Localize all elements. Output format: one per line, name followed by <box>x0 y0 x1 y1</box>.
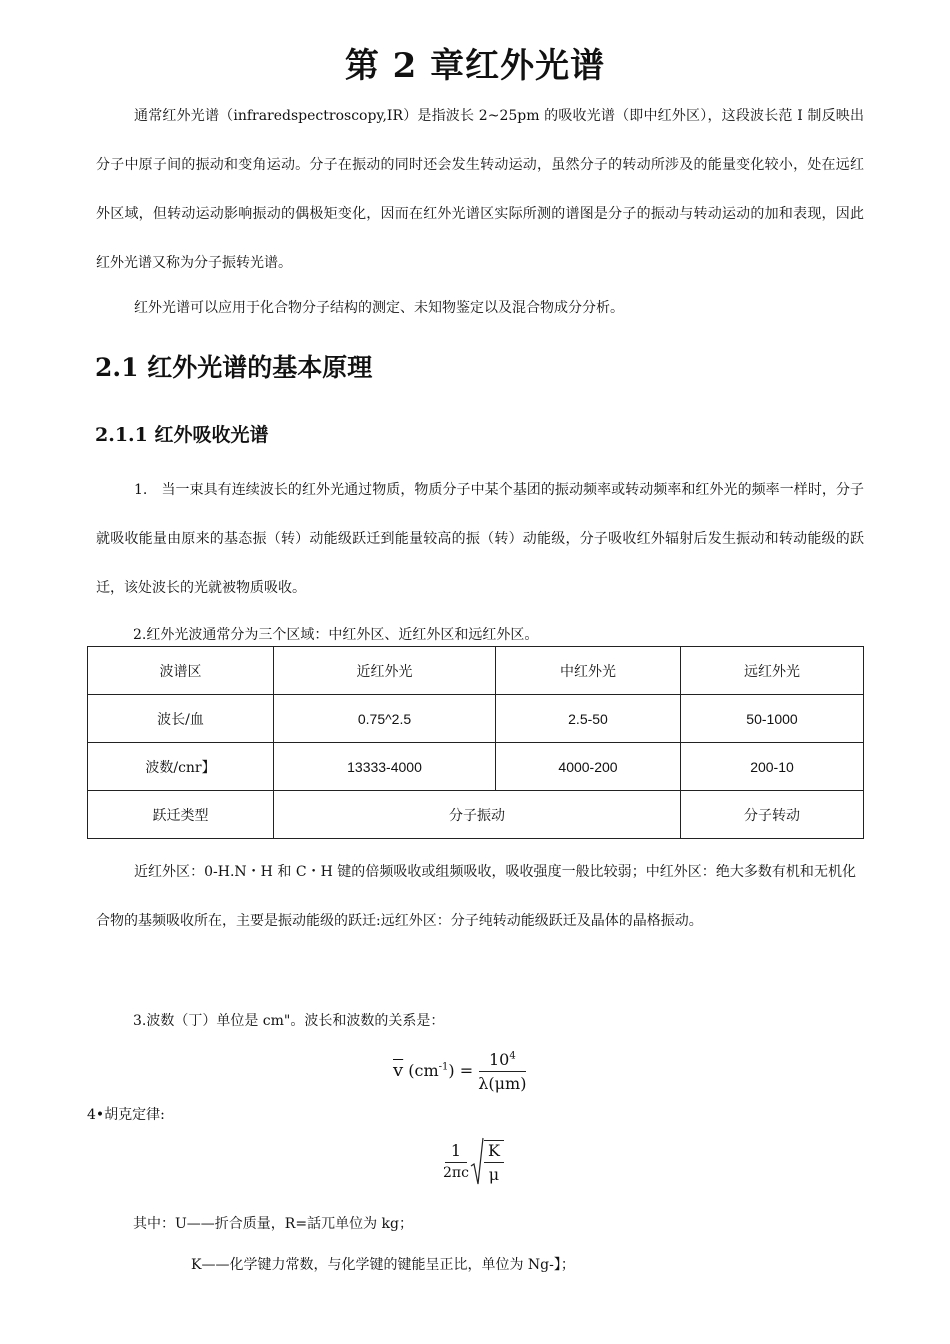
wavenumber-formula <box>393 1050 526 1093</box>
radical-fraction <box>484 1140 504 1184</box>
formula-equals: = <box>459 1061 474 1080</box>
table-cell: 0.75^2.5 <box>274 695 496 743</box>
formula-unit-close: ) <box>448 1061 455 1080</box>
table-row <box>88 647 864 695</box>
table-cell: 200-10 <box>681 743 864 791</box>
table-cell: 4000-200 <box>496 743 681 791</box>
hooke-numerator: 1 <box>445 1141 467 1163</box>
table-cell: 13333-4000 <box>274 743 496 791</box>
table-cell: 远红外光 <box>681 647 864 695</box>
formula-symbol: $\overline{v}$ <box>393 1060 404 1081</box>
formula-unit: (cm <box>408 1061 439 1080</box>
table-cell: 50-1000 <box>681 695 864 743</box>
spectral-regions-table <box>87 646 864 839</box>
numerator-base: 10 <box>488 1050 510 1069</box>
table-cell: 波谱区 <box>88 647 274 695</box>
intro-paragraph-1: 通常红外光谱（infraredspectroscopy,IR）是指波长 2~25pm 的吸收光谱（即中红外区），这段波长范 I 制反映出分子中原子间的振动和变角运动。分子在振动的同时还会发生转动运动，虽然分子的转动所涉及的能量变化较小，处在远红外区域，但转动运动影响振动的偶极矩变化，因而在红外光谱区实际所测的谱图是分子的振动与转动运动的加和表现，因此红外光谱又称为分子振转光谱。 <box>96 108 864 271</box>
radical-numerator: K <box>484 1141 504 1163</box>
formula-fraction <box>478 1050 526 1093</box>
hooke-formula <box>443 1136 504 1186</box>
radical-sign-icon <box>470 1136 484 1186</box>
chapter-title: 第 2 章红外光谱 <box>344 46 606 86</box>
table-cell: 中红外光 <box>496 647 681 695</box>
formula-numerator <box>479 1050 526 1072</box>
where-line-2: K——化学键力常数，与化学键的键能呈正比，单位为 Ng-】； <box>191 1257 575 1273</box>
table-row <box>88 743 864 791</box>
formula-denominator: λ(μm) <box>478 1074 527 1093</box>
numerator-exp: 4 <box>509 1050 516 1062</box>
where-line-1: 其中：U——折合质量，R=話兀单位为 kg； <box>133 1216 413 1232</box>
intro-paragraph-2: 红外光谱可以应用于化合物分子结构的测定、未知物鉴定以及混合物成分分析。 <box>134 300 624 316</box>
radical-denominator: μ <box>488 1165 500 1184</box>
section-heading-2-1-1: 2.1.1 红外吸收光谱 <box>95 424 269 446</box>
table-cell: 近红外光 <box>274 647 496 695</box>
table-cell: 分子转动 <box>681 791 864 839</box>
item-2-text: 2.红外光波通常分为三个区域：中红外区、近红外区和远红外区。 <box>133 627 539 643</box>
table-cell: 波数/cnr】 <box>88 743 274 791</box>
item-4-text: 4•胡克定律: <box>87 1107 165 1123</box>
table-row <box>88 791 864 839</box>
table-cell: 分子振动 <box>274 791 681 839</box>
table-cell: 跃迁类型 <box>88 791 274 839</box>
table-cell: 2.5-50 <box>496 695 681 743</box>
hooke-fraction <box>443 1141 469 1181</box>
formula-unit-exp: -1 <box>438 1061 449 1073</box>
table-cell: 波长/血 <box>88 695 274 743</box>
table-row <box>88 695 864 743</box>
item-3-text: 3.波数（丁）单位是 cm"。波长和波数的关系是： <box>133 1013 445 1029</box>
section-heading-2-1: 2.1 红外光谱的基本原理 <box>95 353 373 382</box>
hooke-denominator: 2πc <box>443 1165 469 1181</box>
regions-paragraph: 近红外区：0-H.N・H 和 C・H 键的倍频吸收或组频吸收，吸收强度一般比较弱；中红外区：绝大多数有机和无机化合物的基频吸收所在，主要是振动能级的跃迁:远红外区：分子纯转动能级跃迁及晶体的晶格振动。 <box>96 864 856 929</box>
item-1-paragraph: 1. 当一束具有连续波长的红外光通过物质，物质分子中某个基团的振动频率或转动频率和红外光的频率一样时，分子就吸收能量由原来的基态振（转）动能级跃迁到能量较高的振（转）动能级，分子吸收红外辐射后发生振动和转动能级的跃迁，该处波长的光就被物质吸收。 <box>96 482 864 596</box>
